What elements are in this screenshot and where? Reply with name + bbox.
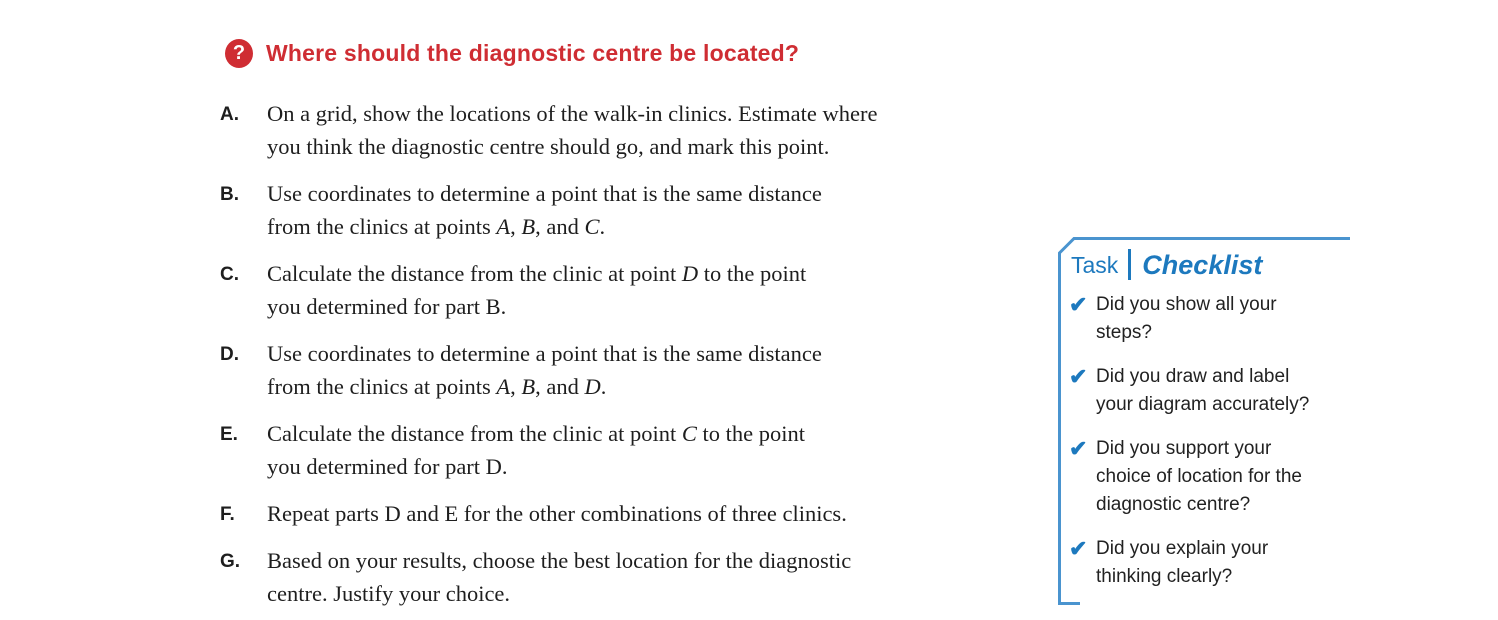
checklist-item-text: Did you explain your thinking clearly? — [1096, 538, 1269, 587]
step-letter: F. — [220, 504, 235, 525]
checkmark-icon: ✔ — [1069, 536, 1088, 561]
checklist-title-divider-bar — [1128, 249, 1131, 280]
step-text: Calculate the distance from the clinic at point D to the point you determined for part B. — [267, 261, 807, 319]
step-item-b — [220, 177, 980, 243]
step-item-e — [220, 417, 980, 483]
step-text: Based on your results, choose the best location for the diagnostic centre. Justify your choice. — [267, 548, 852, 606]
checklist-item — [1069, 291, 1339, 347]
checklist-item — [1069, 363, 1339, 419]
question-header — [225, 36, 799, 70]
checklist-title-checklist: Checklist — [1142, 249, 1263, 280]
step-item-d — [220, 337, 980, 403]
checkmark-icon: ✔ — [1069, 436, 1088, 461]
checklist-item-text: Did you show all your steps? — [1096, 294, 1277, 343]
checklist-title — [1071, 249, 1262, 280]
question-mark-icon — [225, 39, 253, 68]
step-letter: E. — [220, 424, 238, 445]
checklist-items — [1069, 291, 1339, 607]
step-item-c — [220, 257, 980, 323]
checkmark-icon: ✔ — [1069, 292, 1088, 317]
checklist-item-text: Did you support your choice of location for the diagnostic centre? — [1096, 438, 1302, 515]
checklist-item-text: Did you draw and label your diagram accurately? — [1096, 366, 1310, 415]
step-letter: D. — [220, 344, 239, 365]
checklist-title-task: Task — [1071, 251, 1119, 278]
step-letter: C. — [220, 264, 239, 285]
step-item-f — [220, 497, 980, 530]
step-text: On a grid, show the locations of the walk-in clinics. Estimate where you think the diagnostic centre should go, and mark this point. — [267, 101, 878, 159]
checkmark-icon: ✔ — [1069, 364, 1088, 389]
step-item-g — [220, 544, 980, 610]
question-mark-glyph: ? — [232, 42, 246, 64]
step-item-a — [220, 97, 980, 163]
step-letter: G. — [220, 551, 241, 572]
step-letter: A. — [220, 104, 239, 125]
steps-list — [220, 97, 980, 620]
step-text: Calculate the distance from the clinic at point C to the point you determined for part D. — [267, 421, 805, 479]
checklist-item — [1069, 535, 1339, 591]
question-title: Where should the diagnostic centre be located? — [266, 40, 800, 66]
step-text: Use coordinates to determine a point that is the same distance from the clinics at points A, B, and D. — [267, 341, 822, 399]
task-checklist-panel — [1058, 237, 1350, 605]
step-text: Repeat parts D and E for the other combinations of three clinics. — [267, 501, 847, 526]
checklist-item — [1069, 435, 1339, 519]
step-letter: B. — [220, 184, 239, 205]
step-text: Use coordinates to determine a point that is the same distance from the clinics at points A, B, and C. — [267, 181, 822, 239]
